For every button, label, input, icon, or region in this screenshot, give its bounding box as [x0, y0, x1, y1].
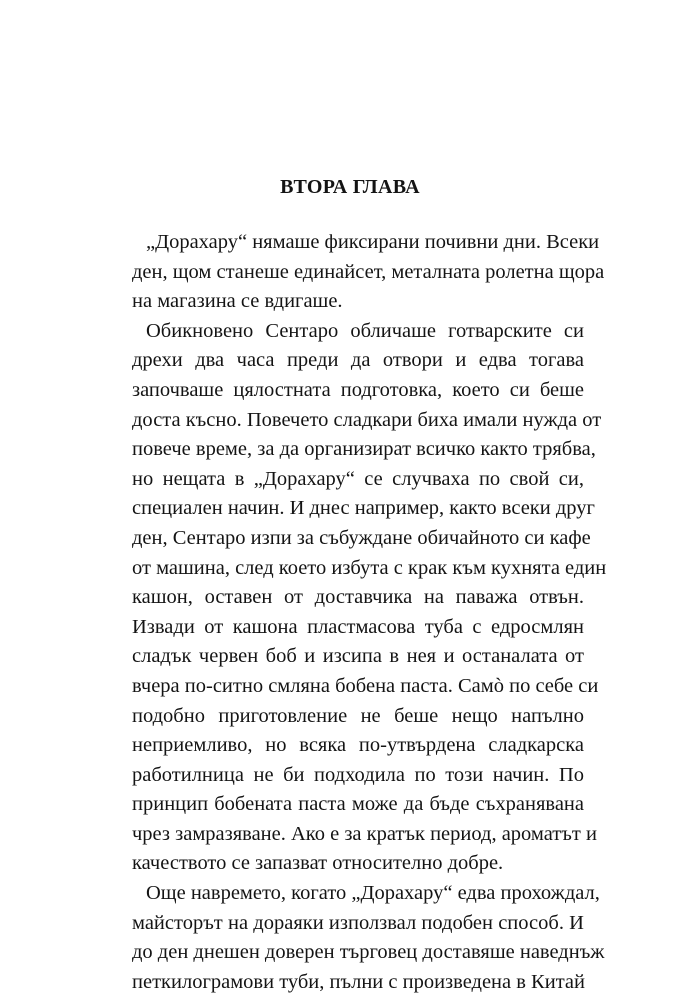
text-line: неприемливо, но всяка по-утвърдена сладкарска: [132, 734, 584, 757]
text-line: качеството се запазват относително добре.: [132, 852, 504, 875]
text-line: петкилограмови туби, пълни с произведена в Китай: [132, 970, 585, 993]
chapter-body: [118, 228, 607, 997]
paragraph-3: [118, 879, 605, 997]
text-line: подобно приготовление не беше нещо напълно: [132, 704, 584, 727]
text-line: кашон, оставен от доставчика на паважа отвън.: [132, 586, 584, 609]
text-line: специален начин. И днес например, както всеки друг: [132, 497, 595, 520]
text-line: ден, Сентаро изпи за събуждане обичайното си кафе: [132, 526, 591, 549]
text-line: дрехи два часа преди да отвори и едва тогава: [132, 349, 584, 372]
text-line: майсторът на дораяки използвал подобен способ. И: [132, 911, 584, 934]
chapter-title: ВТОРА ГЛАВА: [280, 176, 420, 198]
text-line: повече време, за да организират всичко както трябва,: [132, 438, 596, 461]
text-line: Още навремето, когато „Дорахару“ едва прохождал,: [146, 882, 600, 905]
text-line: започваше цялостната подготовка, което си беше: [132, 378, 584, 401]
paragraph-2: [118, 317, 607, 879]
text-line: чрез замразяване. Ако е за кратък период, ароматът и: [132, 822, 597, 845]
text-line: сладък червен боб и изсипа в нея и останалата от: [132, 645, 584, 668]
text-line: Обикновено Сентаро обличаше готварските си: [146, 319, 584, 342]
text-line: на магазина се вдигаше.: [132, 290, 343, 313]
text-line: до ден днешен доверен търговец доставяше наведнъж: [132, 941, 605, 964]
text-line: Извади от кашона пластмасова туба с едросмлян: [132, 615, 584, 638]
text-line: работилница не би подходила по този начин. По: [132, 763, 584, 786]
text-line: принцип бобената паста може да бъде съхранявана: [132, 793, 584, 816]
text-line: ден, щом станеше единайсет, металната ролетна щора: [132, 260, 605, 283]
text-line: от машина, след което избута с крак към кухнята един: [132, 556, 607, 579]
text-line: доста късно. Повечето сладкари биха имали нужда от: [132, 408, 602, 431]
text-line: „Дорахару“ нямаше фиксирани почивни дни. Всеки: [146, 231, 600, 253]
text-line: но нещата в „Дорахару“ се случваха по свой си,: [132, 467, 584, 490]
text-line: вчера по-ситно смляна бобена паста. Самò по себе си: [132, 674, 599, 697]
paragraph-1: [118, 228, 605, 317]
